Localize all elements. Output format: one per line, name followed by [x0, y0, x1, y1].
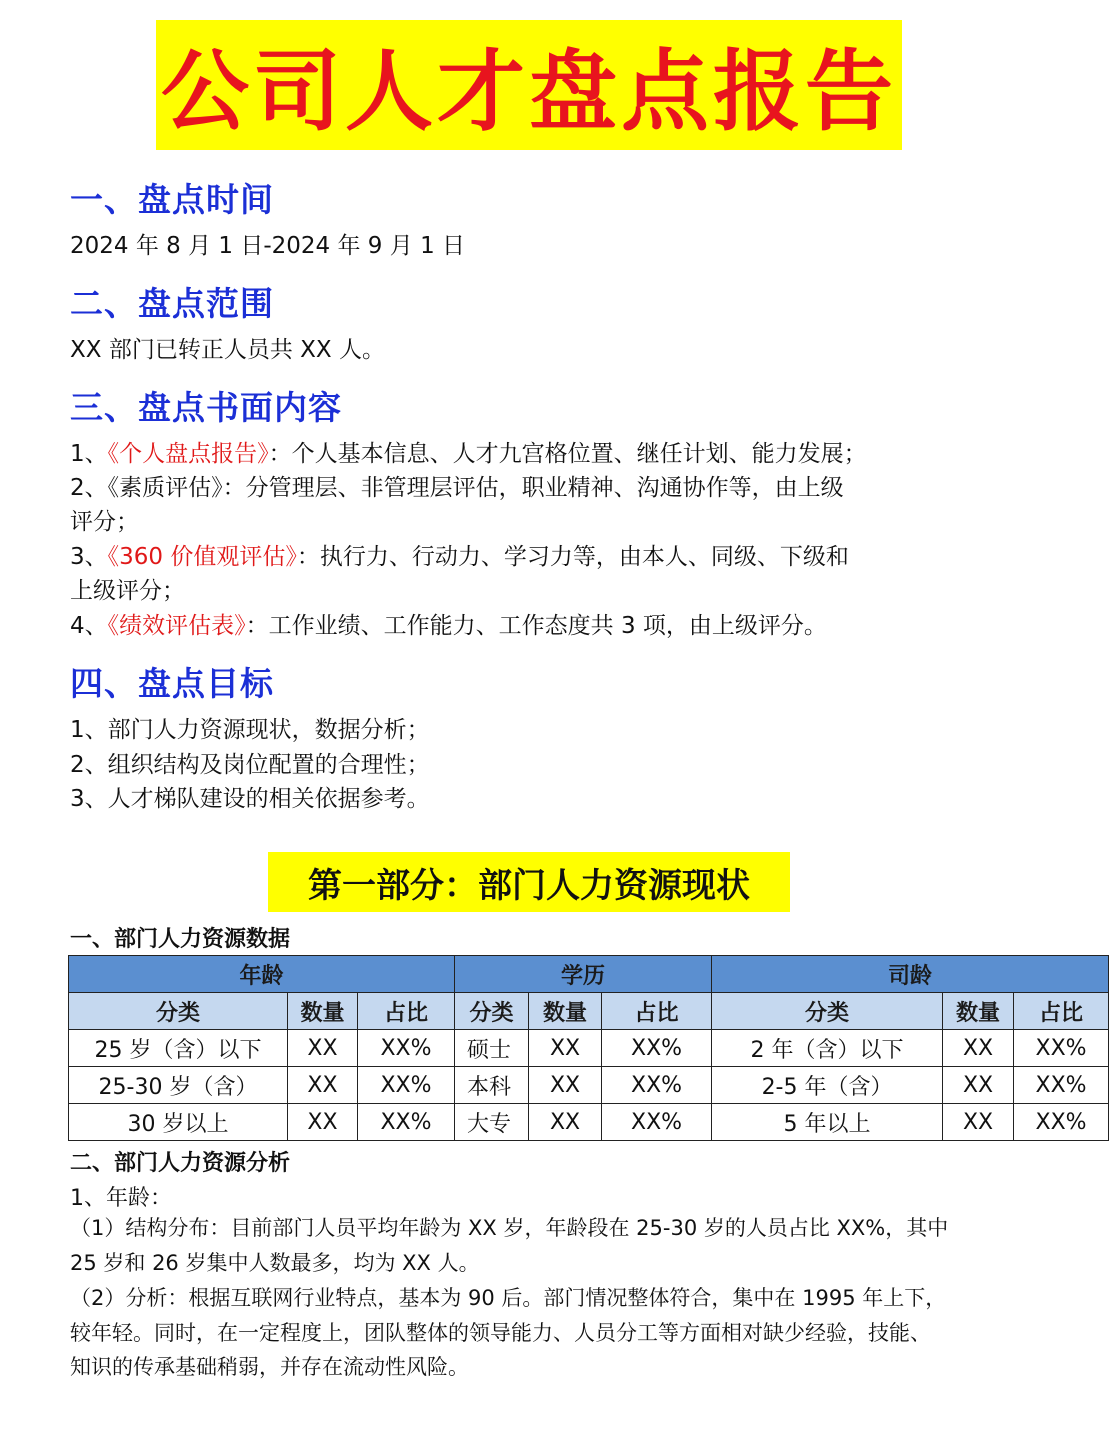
table-cell: XX%	[358, 1104, 455, 1141]
hr-data-table	[68, 955, 1109, 1141]
content-item-1-desc: ：个人基本信息、人才九宫格位置、继任计划、能力发展；	[268, 441, 867, 467]
analysis-para-2-line3: 知识的传承基础稍弱，并存在流动性风险。	[70, 1355, 469, 1379]
table-cell: 大专	[455, 1104, 529, 1141]
header-cell: 数量	[529, 993, 602, 1030]
report-title: 公司人才盘点报告	[160, 40, 897, 143]
content-item-4-num: 4、	[70, 613, 108, 639]
table-cell: XX	[529, 1030, 602, 1067]
analysis-para-1-line2: 25 岁和 26 岁集中人数最多，均为 XX 人。	[70, 1251, 480, 1275]
content-item-1-num: 1、	[70, 441, 108, 467]
table-group-row	[69, 956, 1109, 993]
section-goals-heading: 四、盘点目标	[70, 664, 274, 703]
data-heading: 一、部门人力资源数据	[70, 927, 291, 952]
content-item-1	[70, 437, 867, 471]
section-content-heading: 三、盘点书面内容	[70, 388, 342, 427]
section-scope-text: XX 部门已转正人员共 XX 人。	[70, 337, 385, 363]
age-label: 1、年龄：	[70, 1186, 172, 1211]
table-cell: 本科	[455, 1067, 529, 1104]
group-age: 年龄	[69, 956, 455, 993]
header-cell: 占比	[1014, 993, 1109, 1030]
header-cell: 分类	[712, 993, 943, 1030]
report-title-banner	[156, 20, 902, 150]
header-cell: 占比	[602, 993, 712, 1030]
content-item-2-line2: 评分；	[70, 509, 139, 535]
content-item-4-name: 《绩效评估表》	[107, 613, 246, 639]
goal-item: 3、人才梯队建设的相关依据参考。	[70, 786, 430, 812]
table-cell: XX%	[1014, 1030, 1109, 1067]
table-cell: 25-30 岁（含）	[69, 1067, 288, 1104]
table-cell: XX	[943, 1067, 1014, 1104]
header-cell: 分类	[455, 993, 529, 1030]
part1-title-banner	[268, 852, 790, 912]
table-cell: XX	[529, 1104, 602, 1141]
table-cell: XX%	[358, 1030, 455, 1067]
content-item-3-name: 《360 价值观评估》	[107, 544, 297, 570]
content-item-3	[70, 540, 849, 574]
section-time-heading: 一、盘点时间	[70, 180, 274, 219]
content-item-3-line2: 上级评分；	[70, 578, 185, 604]
content-item-2-line1: 2、《素质评估》：分管理层、非管理层评估，职业精神、沟通协作等，由上级	[70, 475, 844, 501]
table-cell: XX%	[358, 1067, 455, 1104]
part1-title: 第一部分：部门人力资源现状	[308, 865, 750, 906]
table-cell: 2 年（含）以下	[712, 1030, 943, 1067]
table-cell: 5 年以上	[712, 1104, 943, 1141]
table-cell: 25 岁（含）以下	[69, 1030, 288, 1067]
table-header-row	[69, 993, 1109, 1030]
section-time-text: 2024 年 8 月 1 日-2024 年 9 月 1 日	[70, 233, 466, 259]
header-cell: 数量	[943, 993, 1014, 1030]
analysis-para-2-line1: （2）分析：根据互联网行业特点，基本为 90 后。部门情况整体符合，集中在 1995 年上下，	[70, 1286, 947, 1310]
table-cell: XX%	[602, 1067, 712, 1104]
table-cell: XX	[288, 1030, 358, 1067]
analysis-para-2-line2: 较年轻。同时，在一定程度上，团队整体的领导能力、人员分工等方面相对缺少经验，技能、	[70, 1321, 931, 1345]
content-item-1-name: 《个人盘点报告》	[107, 441, 269, 467]
analysis-para-1-line1: （1）结构分布：目前部门人员平均年龄为 XX 岁，年龄段在 25-30 岁的人员占比 XX%，其中	[70, 1216, 949, 1240]
analysis-heading: 二、部门人力资源分析	[70, 1151, 291, 1176]
table-cell: XX%	[1014, 1104, 1109, 1141]
header-cell: 占比	[358, 993, 455, 1030]
group-education: 学历	[455, 956, 712, 993]
header-cell: 数量	[288, 993, 358, 1030]
table-cell: XX%	[602, 1104, 712, 1141]
header-cell: 分类	[69, 993, 288, 1030]
table-cell: 30 岁以上	[69, 1104, 288, 1141]
content-item-4	[70, 609, 827, 643]
table-cell: XX	[943, 1104, 1014, 1141]
goal-item: 2、组织结构及岗位配置的合理性；	[70, 752, 430, 778]
table-cell: XX	[288, 1104, 358, 1141]
table-cell: 硕士	[455, 1030, 529, 1067]
table-cell: XX%	[602, 1030, 712, 1067]
content-item-4-desc: ：工作业绩、工作能力、工作态度共 3 项，由上级评分。	[245, 613, 827, 639]
table-cell: XX	[288, 1067, 358, 1104]
table-row	[69, 1067, 1109, 1104]
content-item-3-num: 3、	[70, 544, 108, 570]
table-row	[69, 1104, 1109, 1141]
content-item-3-desc: ：执行力、行动力、学习力等，由本人、同级、下级和	[296, 544, 849, 570]
table-cell: XX	[943, 1030, 1014, 1067]
table-row	[69, 1030, 1109, 1067]
table-cell: XX	[529, 1067, 602, 1104]
section-scope-heading: 二、盘点范围	[70, 284, 274, 323]
group-tenure: 司龄	[712, 956, 1109, 993]
table-cell: XX%	[1014, 1067, 1109, 1104]
goal-item: 1、部门人力资源现状，数据分析；	[70, 717, 430, 743]
table-cell: 2-5 年（含）	[712, 1067, 943, 1104]
